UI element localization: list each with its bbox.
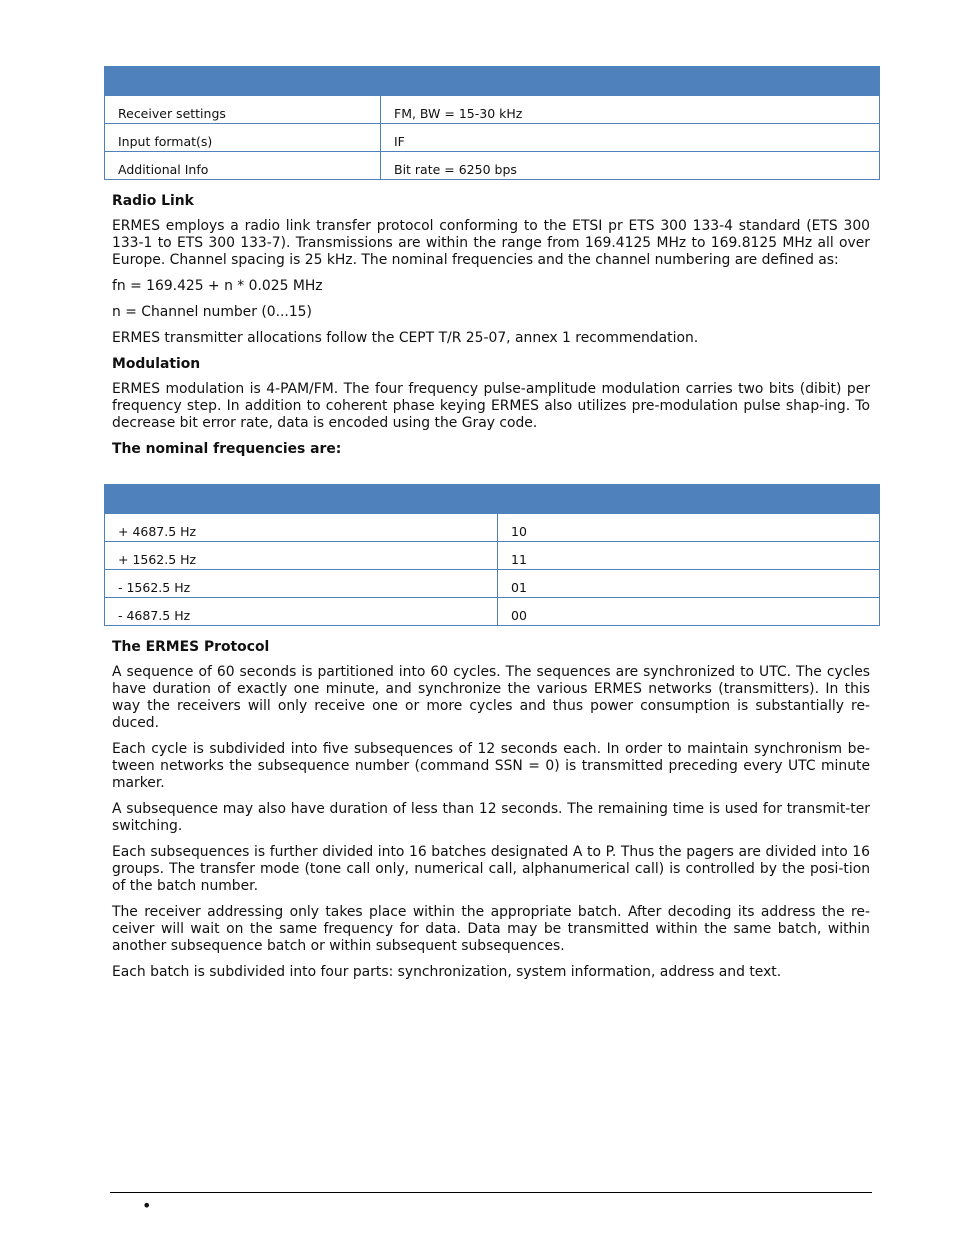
table-cell-label: Input format(s) (105, 124, 381, 152)
footer-bullet: • (142, 1196, 152, 1215)
footer-divider (110, 1192, 872, 1193)
table-header-cell (105, 485, 880, 514)
paragraph: ERMES modulation is 4-PAM/FM. The four frequency pulse-amplitude modulation carries two bits (dibit) per frequency step. In addition to coherent phase keying ERMES also utilizes pre-modulation pulse shap-ing. To decrease bit error rate, data is encoded using the Gray code. (112, 381, 870, 431)
paragraph: n = Channel number (0...15) (112, 304, 312, 320)
table-cell-frequency: + 1562.5 Hz (105, 542, 498, 570)
table-cell-value: Bit rate = 6250 bps (381, 152, 880, 180)
table-cell-frequency: + 4687.5 Hz (105, 514, 498, 542)
paragraph: The receiver addressing only takes place within the appropriate batch. After decoding its address the re-ceiver will wait on the same frequency for data. Data may be transmitted within the same batch, within another subsequence batch or within subsequent subsequences. (112, 904, 870, 954)
paragraph: fn = 169.425 + n * 0.025 MHz (112, 278, 323, 294)
paragraph: Each cycle is subdivided into five subsequences of 12 seconds each. In order to maintain synchronism be-tween networks the subsequence number (command SSN = 0) is transmitted preceding every UTC minute marker. (112, 741, 870, 791)
radio-link-section (112, 193, 870, 466)
table-row (105, 570, 880, 598)
table-cell-label: Additional Info (105, 152, 381, 180)
table-row (105, 542, 880, 570)
table-row (105, 96, 880, 124)
table-cell-value: IF (381, 124, 880, 152)
table-cell-frequency: - 1562.5 Hz (105, 570, 498, 598)
table-header-row (105, 485, 880, 514)
table-row (105, 124, 880, 152)
table-row (105, 514, 880, 542)
table-row (105, 598, 880, 626)
table-row (105, 152, 880, 180)
paragraph: Each subsequences is further divided into 16 batches designated A to P. Thus the pagers are divided into 16 groups. The transfer mode (tone call only, numerical call, alphanumerical call) is controlled by the posi-tion of the batch number. (112, 844, 870, 894)
table-cell-label: Receiver settings (105, 96, 381, 124)
table-header-row (105, 67, 880, 96)
paragraph: A sequence of 60 seconds is partitioned into 60 cycles. The sequences are synchronized to UTC. The cycles have duration of exactly one minute, and synchronize the various ERMES networks (transmitters). In this way the receivers will only receive one or more cycles and thus power consumption is substantially re-duced. (112, 664, 870, 731)
section-heading: The ERMES Protocol (112, 639, 270, 655)
section-heading: Modulation (112, 356, 201, 372)
section-heading: Radio Link (112, 193, 194, 209)
table-cell-dibit: 00 (498, 598, 880, 626)
paragraph: ERMES employs a radio link transfer protocol conforming to the ETSI pr ETS 300 133-4 standard (ETS 300 133-1 to ETS 300 133-7). Transmissions are within the range from 169.4125 MHz to 169.8125 MHz all over Europe. Channel spacing is 25 kHz. The nominal frequencies and the channel numbering are defined as: (112, 218, 870, 268)
table-cell-dibit: 10 (498, 514, 880, 542)
table-header-cell (105, 67, 880, 96)
nominal-frequencies-table (104, 484, 880, 626)
table-cell-frequency: - 4687.5 Hz (105, 598, 498, 626)
section-heading: The nominal frequencies are: (112, 441, 342, 457)
table-cell-dibit: 11 (498, 542, 880, 570)
paragraph: A subsequence may also have duration of less than 12 seconds. The remaining time is used for transmit-ter switching. (112, 801, 870, 834)
paragraph: ERMES transmitter allocations follow the CEPT T/R 25-07, annex 1 recommendation. (112, 330, 699, 346)
paragraph: Each batch is subdivided into four parts: synchronization, system information, address and text. (112, 964, 782, 980)
ermes-protocol-section (112, 639, 870, 990)
table-cell-value: FM, BW = 15-30 kHz (381, 96, 880, 124)
table-cell-dibit: 01 (498, 570, 880, 598)
receiver-settings-table (104, 66, 880, 180)
